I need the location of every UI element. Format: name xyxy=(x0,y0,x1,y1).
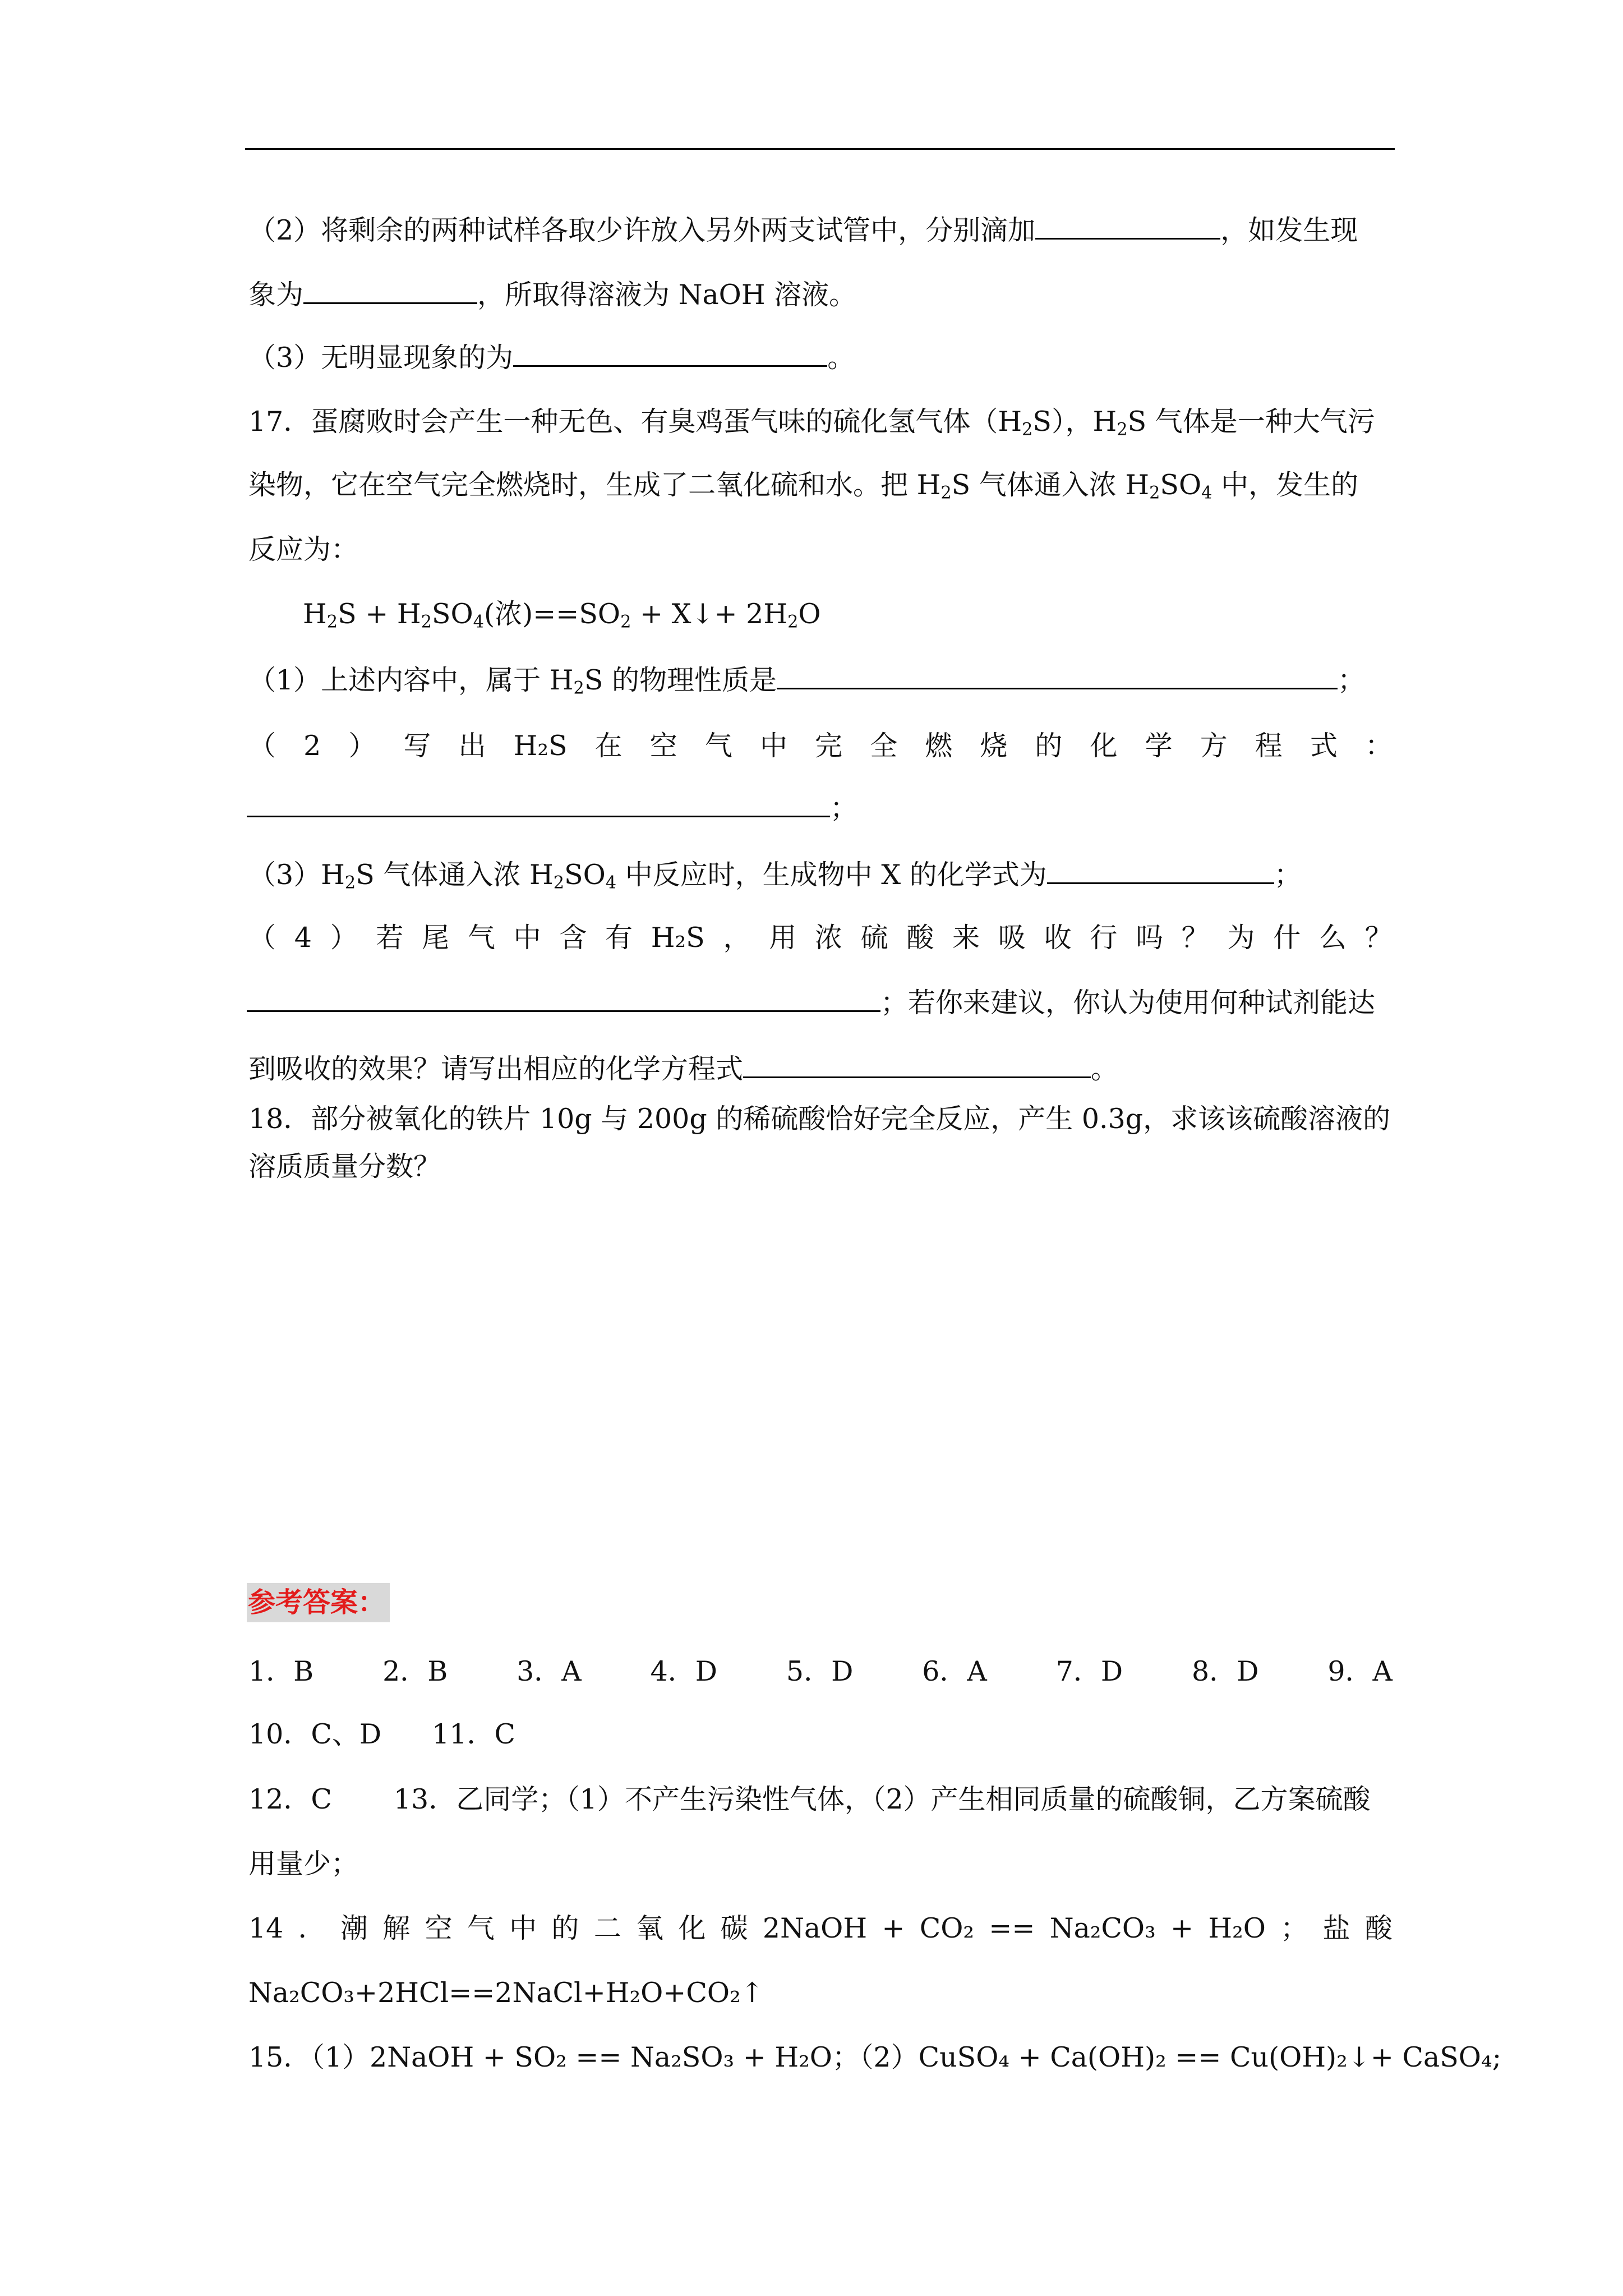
answer-item: 5．D xyxy=(786,1655,854,1687)
question-char: 吸 xyxy=(998,922,1026,954)
question-char: 气 xyxy=(467,922,495,954)
answer-item: 8．D xyxy=(1192,1655,1259,1687)
answer-blank[interactable] xyxy=(777,662,1338,689)
header-rule xyxy=(245,148,1395,150)
question-char: 完 xyxy=(815,730,843,762)
question-char: 么 xyxy=(1319,922,1347,954)
answer-token: CO₂ xyxy=(919,1912,975,1944)
question-char: 用 xyxy=(769,922,797,954)
q17-part2-line2: ； xyxy=(248,790,1393,825)
question-char: 燃 xyxy=(925,730,953,762)
answers-row7: 15．（1）2NaOH + SO₂ == Na₂SO₃ + H₂O；（2）CuSO₄ + Ca(OH)₂ == Cu(OH)₂↓+ CaSO₄; xyxy=(248,2041,1502,2073)
q17-equation: $H_2S + H_2SO_4$(浓)$==SO_2$ + X↓+ $2H_2O$ xyxy=(303,598,821,632)
answer-item: 1．B xyxy=(248,1655,314,1687)
answer-item: 9．A xyxy=(1327,1655,1393,1687)
question-char: 4 xyxy=(294,922,312,954)
answers-heading: 参考答案： xyxy=(247,1583,390,1622)
question-char: 有 xyxy=(605,922,633,954)
answer-item: 6．A xyxy=(922,1655,987,1687)
question-char: 为 xyxy=(1227,922,1255,954)
question-char: 烧 xyxy=(980,730,1008,762)
answer-token: Na₂CO₃ xyxy=(1049,1912,1156,1944)
answer-token: 解 xyxy=(382,1912,411,1944)
answer-token: 空 xyxy=(425,1912,453,1944)
answer-token: == xyxy=(989,1912,1035,1944)
question-char: 出 xyxy=(458,730,486,762)
question-char: ？ xyxy=(1364,922,1393,954)
q17-part3: $(3)H_2S$ 气体通入浓 $H_2SO_4$ 中反应时，生成物中 X 的化学式为 ； xyxy=(248,857,1393,892)
answer-token: 氧 xyxy=(636,1912,664,1944)
question-char: 写 xyxy=(403,730,431,762)
q16-part3: （3）无明显现象的为 。 xyxy=(248,339,1393,375)
answer-token: 酸 xyxy=(1364,1912,1393,1944)
question-char: 收 xyxy=(1044,922,1072,954)
q17-part2-line1 xyxy=(248,729,1393,763)
q17-part4-line1 xyxy=(248,921,1393,955)
q17-part4-line3: 到吸收的效果？请写出相应的化学方程式 。 xyxy=(248,1051,1393,1086)
question-char: 中 xyxy=(759,730,787,762)
answers-row3: 12．C 13．乙同学；（1）不产生污染性气体，（2）产生相同质量的硫酸铜，乙方案硫酸 xyxy=(248,1783,1371,1815)
answer-item: 2．B xyxy=(382,1655,448,1687)
question-char: 来 xyxy=(952,922,980,954)
question-char: 含 xyxy=(559,922,587,954)
question-char: 方 xyxy=(1200,730,1228,762)
answer-token: ； xyxy=(1280,1912,1308,1944)
answer-token: 潮 xyxy=(340,1912,368,1944)
question-char: ） xyxy=(348,730,376,762)
answers-row5 xyxy=(248,1912,1393,1945)
answer-token: 2NaOH xyxy=(762,1912,868,1944)
question-char: 浓 xyxy=(814,922,842,954)
answer-token: 盐 xyxy=(1322,1912,1350,1944)
question-char: 行 xyxy=(1090,922,1118,954)
question-char: 全 xyxy=(870,730,898,762)
question-char: 空 xyxy=(649,730,677,762)
question-char: ） xyxy=(330,922,358,954)
question-char: ， xyxy=(723,922,751,954)
question-char: 气 xyxy=(704,730,732,762)
answer-token: 二 xyxy=(593,1912,621,1944)
question-char: 什 xyxy=(1273,922,1301,954)
q17-part1: （1）上述内容中，属于 $H_2S$ 的物理性质是 ； xyxy=(248,662,1393,697)
answer-token: 中 xyxy=(509,1912,537,1944)
answer-blank[interactable] xyxy=(1035,212,1220,240)
answer-item: 4．D xyxy=(650,1655,718,1687)
answer-token: + xyxy=(882,1912,905,1944)
answers-row1 xyxy=(248,1655,1393,1688)
question-char: 的 xyxy=(1035,730,1063,762)
answer-token: H₂O xyxy=(1208,1912,1266,1944)
answer-blank[interactable] xyxy=(513,339,827,367)
answer-blank[interactable] xyxy=(303,277,477,304)
q17-line1: 17．蛋腐败时会产生一种无色、有臭鸡蛋气味的硫化氢气体$(H_2S)$，$H_2S$ 气体是一种大气污 xyxy=(248,406,1375,440)
answer-blank[interactable] xyxy=(247,984,880,1012)
question-char: 程 xyxy=(1255,730,1283,762)
answer-token: + xyxy=(1170,1912,1194,1944)
q18-line1: 18．部分被氧化的铁片 10g 与 200g 的稀硫酸恰好完全反应，产生 0.3g，求该该硫酸溶液的 xyxy=(248,1103,1391,1135)
question-char: 2 xyxy=(303,730,321,762)
answers-row4: 用量少； xyxy=(248,1848,359,1880)
question-char: 学 xyxy=(1145,730,1173,762)
question-char: H₂S xyxy=(651,922,705,954)
question-char: 若 xyxy=(376,922,404,954)
answers-row6: Na₂CO₃+2HCl==2NaCl+H₂O+CO₂↑ xyxy=(248,1977,764,2009)
question-char: ？ xyxy=(1181,922,1209,954)
answer-token: 化 xyxy=(678,1912,706,1944)
q17-part4-line2: ；若你来建议，你认为使用何种试剂能达 xyxy=(248,984,1393,1020)
question-char: 中 xyxy=(513,922,541,954)
answer-blank[interactable] xyxy=(247,790,830,817)
q18-line2: 溶质质量分数？ xyxy=(248,1151,441,1182)
question-char: H₂S xyxy=(513,730,568,762)
q16-part2-line2: 象为 ，所取得溶液为 NaOH 溶液。 xyxy=(248,277,1393,312)
question-char: 硫 xyxy=(860,922,888,954)
q17-line2: 染物，它在空气完全燃烧时，生成了二氧化硫和水。把 $H_2S$ 气体通入浓 $H_2SO_4$ 中，发生的 xyxy=(248,469,1359,503)
answers-row2: 10．C、D 11．C xyxy=(248,1718,515,1750)
question-char: 式 xyxy=(1310,730,1338,762)
question-char: 酸 xyxy=(906,922,934,954)
question-char: 吗 xyxy=(1136,922,1164,954)
question-char: 尾 xyxy=(422,922,450,954)
question-char: 在 xyxy=(594,730,623,762)
answer-item: 7．D xyxy=(1055,1655,1123,1687)
answer-token: 的 xyxy=(551,1912,579,1944)
q17-line3: 反应为： xyxy=(248,533,359,565)
question-char: （ xyxy=(248,730,276,762)
question-char: （ xyxy=(248,922,276,954)
answer-blank[interactable] xyxy=(1047,857,1274,884)
q16-part2-line1: （2）将剩余的两种试样各取少许放入另外两支试管中，分别滴加 ，如发生现 xyxy=(248,212,1393,247)
answer-token: 14 xyxy=(248,1912,284,1944)
answer-token: 气 xyxy=(467,1912,495,1944)
answer-item: 3．A xyxy=(517,1655,582,1687)
question-char: ： xyxy=(1364,730,1393,762)
question-char: 化 xyxy=(1090,730,1118,762)
answer-blank[interactable] xyxy=(743,1051,1091,1078)
answer-token: ． xyxy=(298,1912,326,1944)
answer-token: 碳 xyxy=(720,1912,748,1944)
